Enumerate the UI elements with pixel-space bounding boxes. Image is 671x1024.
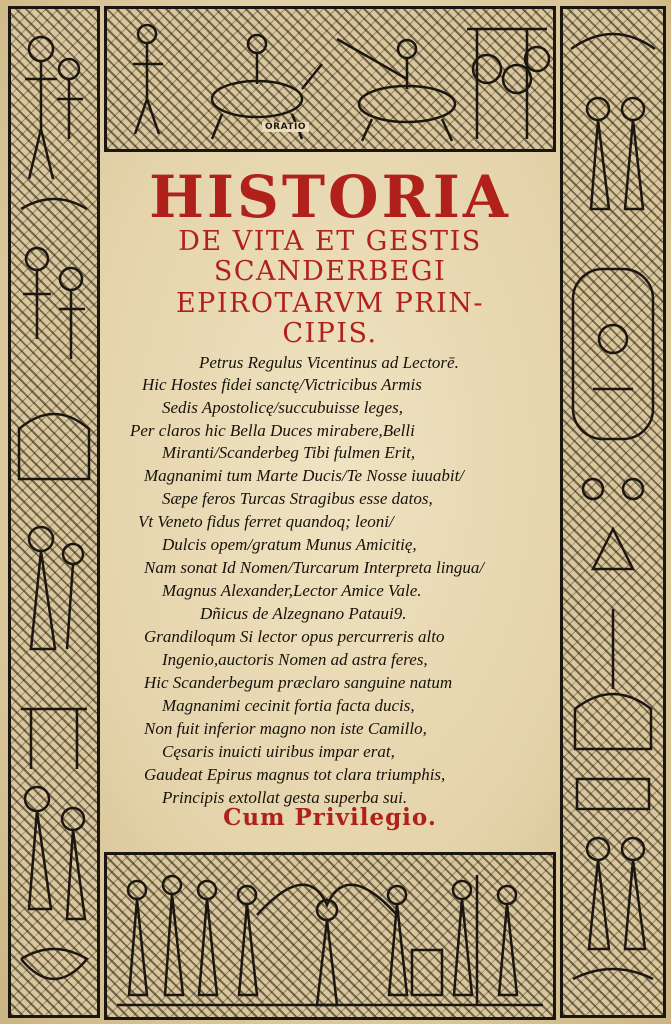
poem-line: Magnanimi cecinit fortia facta ducis, bbox=[162, 696, 415, 715]
poem-line: Sæpe feros Turcas Stragibus esse datos, bbox=[162, 489, 433, 508]
poem-line: Sedis Apostolicę/succubuisse leges, bbox=[162, 398, 403, 417]
title-line-2: SCANDERBEGI bbox=[213, 256, 447, 287]
poem-line: Ingenio,auctoris Nomen ad astra feres, bbox=[162, 650, 428, 669]
left-woodcut-border bbox=[8, 6, 100, 1018]
poem-line: Vt Veneto fidus ferret quandoq; leoni/ bbox=[138, 512, 394, 531]
right-border-scenes bbox=[563, 9, 663, 1015]
poem-line: Non fuit inferior magno non iste Camillo, bbox=[144, 719, 427, 738]
poem-line: Magnanimi tum Marte Ducis/Te Nosse iuuabit/ bbox=[144, 466, 465, 485]
dedication-line: Dñicus de Alzegnano Pataui9. bbox=[200, 604, 407, 623]
poem-line: Grandiloqum Si lector opus percurreris alto bbox=[144, 627, 445, 646]
title-text-block bbox=[104, 156, 556, 848]
privilege-notice: Cum Privilegio. bbox=[223, 804, 437, 831]
poem-line: Dulcis opem/gratum Munus Amicitię, bbox=[162, 535, 417, 554]
poem-line: Hic Hostes fidei sanctę/Victricibus Armis bbox=[142, 375, 422, 394]
poem-line: Per claros hic Bella Duces mirabere,Belli bbox=[130, 421, 415, 440]
battle-scene-figures bbox=[107, 9, 553, 149]
poem-line: Nam sonat Id Nomen/Turcarum Interpreta lingua/ bbox=[144, 558, 485, 577]
poem-line: Principis extollat gesta superba sui. bbox=[162, 788, 408, 807]
poem-line: Magnus Alexander,Lector Amice Vale. bbox=[162, 581, 422, 600]
title-line-1: DE VITA ET GESTIS bbox=[178, 226, 482, 257]
title-line-4: CIPIS. bbox=[282, 318, 378, 349]
left-border-figures bbox=[11, 9, 97, 1015]
right-woodcut-border bbox=[560, 6, 666, 1018]
top-battle-woodcut bbox=[104, 6, 556, 152]
oratio-banner: ORATIO bbox=[262, 122, 309, 132]
poem-line: Cęsaris inuicti uiribus impar erat, bbox=[162, 742, 395, 761]
dedication-line: Petrus Regulus Vicentinus ad Lectorē. bbox=[199, 353, 459, 372]
poem-line: Gaudeat Epirus magnus tot clara triumphis, bbox=[144, 765, 446, 784]
title-main: HISTORIA bbox=[149, 163, 511, 231]
poem-line: Miranti/Scanderbeg Tibi fulmen Erit, bbox=[162, 443, 416, 462]
title-line-3: EPIROTARVM PRIN- bbox=[175, 288, 485, 319]
winged-figure-scene bbox=[107, 855, 553, 1017]
poem-line: Hic Scanderbegum præclaro sanguine natum bbox=[144, 673, 453, 692]
bottom-winged-figure-woodcut bbox=[104, 852, 556, 1020]
